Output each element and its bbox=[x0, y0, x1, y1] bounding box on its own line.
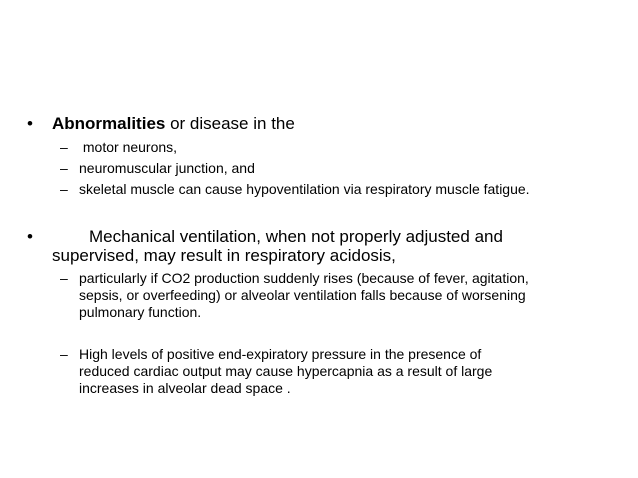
sub-bullet-text: motor neurons, bbox=[79, 139, 178, 155]
sub-bullet-text-line: increases in alveolar dead space . bbox=[79, 380, 291, 396]
sub-bullet-text-line: pulmonary function. bbox=[79, 304, 202, 320]
bullet-text-rest: or disease in the bbox=[165, 114, 295, 133]
sub-bullet-text: neuromuscular junction, and bbox=[79, 160, 255, 176]
sub-bullet-text-line: High levels of positive end-expiratory pressure in the presence of bbox=[79, 346, 482, 362]
sub-bullet-text: skeletal muscle can cause hypoventilation via respiratory muscle fatigue. bbox=[79, 181, 530, 197]
bullet-marker: • bbox=[27, 227, 33, 246]
sub-bullet-text-line: sepsis, or overfeeding) or alveolar ventilation falls because of worsening bbox=[79, 287, 526, 303]
bullet-marker: • bbox=[27, 114, 33, 133]
bold-term: Abnormalities bbox=[52, 114, 166, 133]
bullet-text bbox=[52, 114, 295, 134]
bullet-text-line: Mechanical ventilation, when not properly adjusted and bbox=[89, 227, 503, 246]
sub-bullet-marker: – bbox=[60, 346, 68, 362]
sub-bullet-marker: – bbox=[60, 181, 68, 197]
sub-bullet-text-line: reduced cardiac output may cause hypercapnia as a result of large bbox=[79, 363, 493, 379]
sub-bullet-text-line: particularly if CO2 production suddenly rises (because of fever, agitation, bbox=[79, 270, 529, 286]
sub-bullet-marker: – bbox=[60, 139, 68, 155]
bullet-text-line: supervised, may result in respiratory acidosis, bbox=[52, 246, 396, 265]
sub-bullet-marker: – bbox=[60, 270, 68, 286]
sub-bullet-marker: – bbox=[60, 160, 68, 176]
